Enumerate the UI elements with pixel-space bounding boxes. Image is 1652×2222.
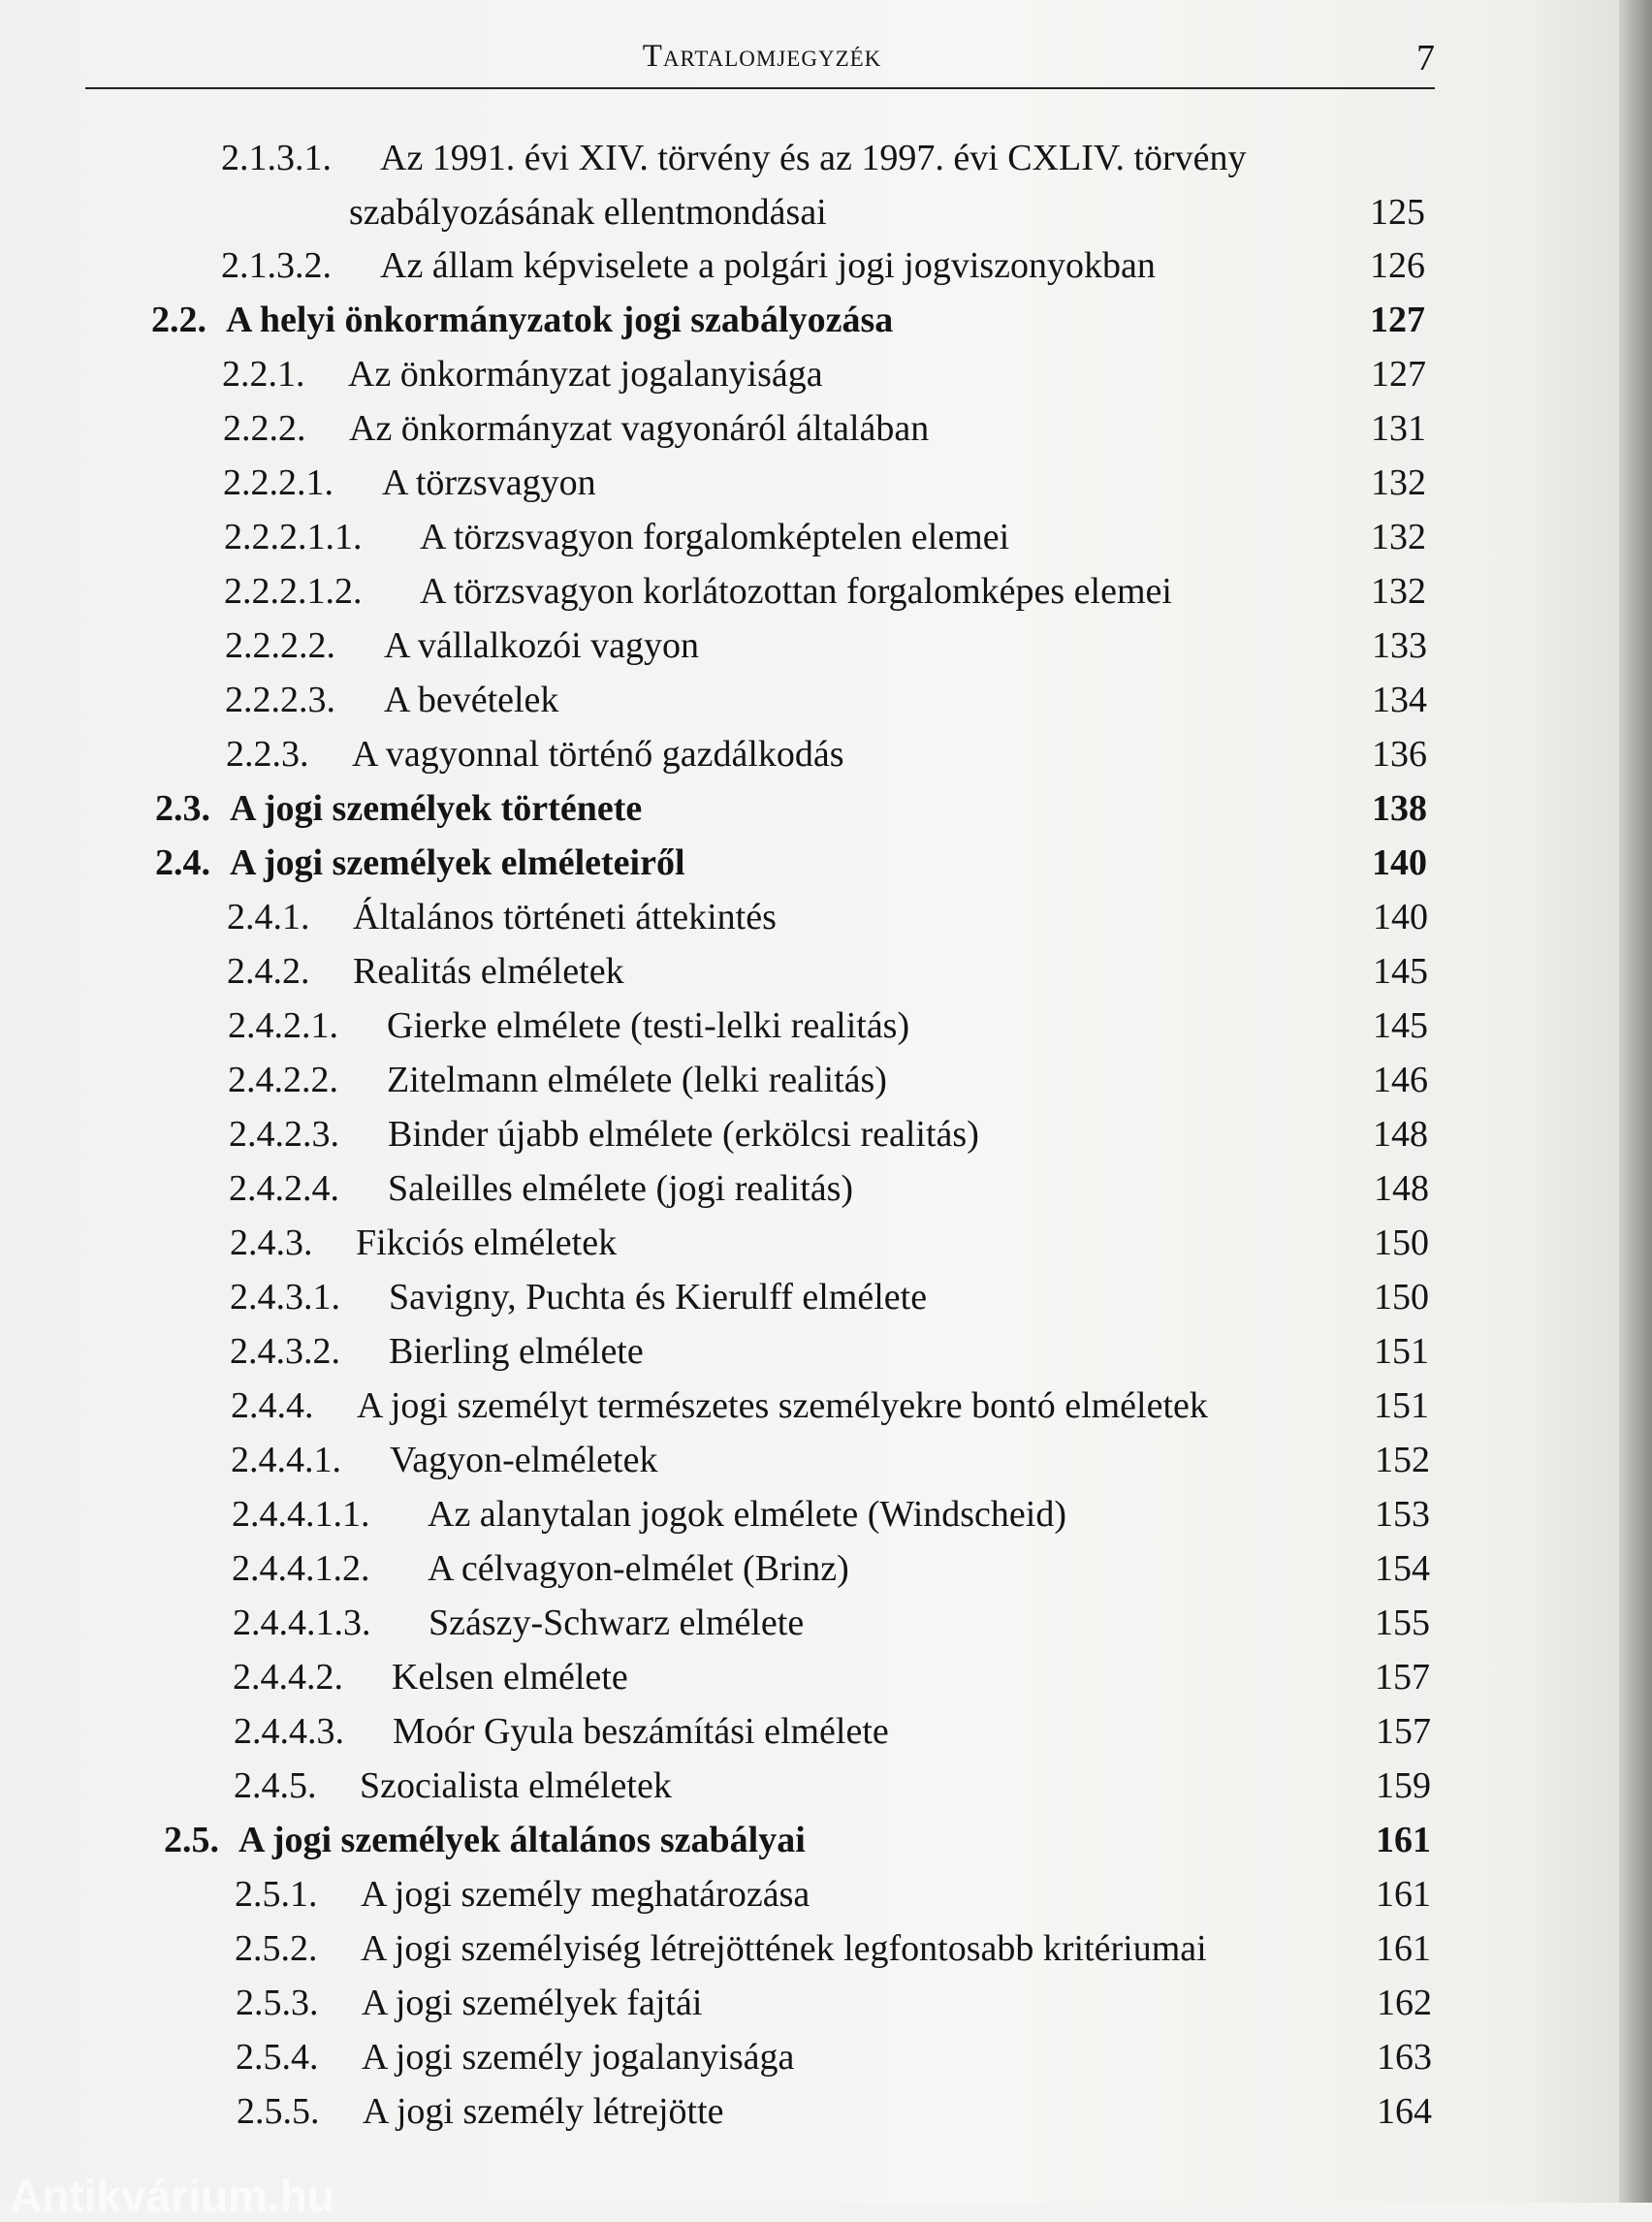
toc-entry-number: 2.2.2.1.2. [224,571,363,612]
toc-entry-page: 152 [1375,1440,1430,1480]
toc-entry-title: Szászy-Schwarz elmélete [429,1603,805,1643]
toc-entry [0,673,1652,727]
toc-entry-title: Az önkormányzat vagyonáról általában [349,408,930,449]
toc-entry-page: 153 [1375,1494,1430,1535]
toc-entry [0,238,1652,293]
toc-entry-number: 2.4.2.2. [228,1060,338,1100]
toc-entry-number: 2.4.4.1.3. [233,1603,371,1643]
toc-entry [0,347,1652,401]
toc-entry-number: 2.1.3.2. [221,245,332,286]
toc-entry-title: Zitelmann elmélete (lelki realitás) [387,1060,887,1100]
toc-entry-page: 132 [1371,571,1426,612]
toc-entry [0,1053,1652,1107]
toc-entry [0,619,1652,673]
toc-entry-title: Az 1991. évi XIV. törvény és az 1997. évi CXLIV. törvény [380,138,1247,178]
toc-entry [0,564,1652,619]
toc-entry-page: 145 [1373,951,1428,992]
toc-entry [0,1596,1652,1650]
toc-entry [0,1324,1652,1379]
toc-entry-number: 2.4.5. [234,1765,317,1806]
toc-entry-title: A helyi önkormányzatok jogi szabályozása [226,300,894,340]
toc-entry-title: Binder újabb elmélete (erkölcsi realitás) [388,1114,979,1155]
toc-entry-title: Az állam képviselete a polgári jogi jogviszonyokban [380,245,1156,286]
toc-entry [0,1107,1652,1161]
toc-entry-number: 2.2.1. [222,354,305,395]
toc-entry-title: A törzsvagyon [382,462,596,503]
toc-entry [0,510,1652,564]
watermark: Antikvárium.hu [10,2171,334,2221]
toc-entry-page: 151 [1374,1331,1429,1372]
toc-entry-number: 2.4.4.1.2. [232,1548,370,1589]
running-title: Tartalomjegyzék [642,39,882,74]
toc-entry-title: A jogi személyek fajtái [362,1983,703,2023]
toc-entry-page: 161 [1376,1928,1431,1969]
toc-entry-number: 2.4.4. [231,1385,314,1426]
toc-entry-page: 126 [1370,245,1425,286]
toc-entry-title: A jogi személy meghatározása [361,1874,810,1915]
toc-entry-title: A jogi személy jogalanyisága [362,2037,795,2078]
toc-entry-number: 2.4. [155,842,210,883]
toc-entry [0,1541,1652,1596]
toc-entry-title: A bevételek [384,680,559,720]
toc-entry-number: 2.2.3. [226,734,309,775]
toc-entry-number: 2.4.4.1. [231,1440,341,1480]
toc-entry [0,1921,1652,1976]
toc-entry [0,944,1652,999]
toc-entry [0,1161,1652,1216]
toc-entry-page: 159 [1376,1765,1431,1806]
toc-entry-page: 127 [1370,300,1425,340]
toc-entry-number: 2.4.2.3. [229,1114,339,1155]
toc-entry-title: Fikciós elméletek [356,1222,618,1263]
toc-entry-title: Saleilles elmélete (jogi realitás) [388,1168,854,1209]
toc-entry-number: 2.4.4.2. [233,1657,343,1698]
toc-entry-page: 154 [1375,1548,1430,1589]
toc-entry-number: 2.4.1. [227,897,310,937]
toc-entry-page: 148 [1374,1168,1429,1209]
toc-entry-number: 2.2.2.2. [225,625,335,666]
toc-entry [0,1379,1652,1433]
toc-entry-page: 161 [1376,1874,1431,1915]
toc-entry [0,401,1652,456]
toc-entry-page: 125 [1370,192,1425,233]
toc-entry-page: 145 [1373,1005,1428,1046]
toc-entry-page: 150 [1374,1277,1429,1317]
toc-entry-number: 2.5.2. [235,1928,318,1969]
toc-entry [0,1759,1652,1813]
toc-entry-title: Kelsen elmélete [392,1657,628,1698]
toc-entry-title: A célvagyon-elmélet (Brinz) [428,1548,849,1589]
toc-entry-number: 2.5.1. [235,1874,318,1915]
toc-entry-title: Bierling elmélete [389,1331,644,1372]
toc-entry-title: A jogi személyek története [230,788,643,829]
toc-entry [0,2030,1652,2084]
toc-entry-page: 131 [1371,408,1426,449]
toc-entry-page: 140 [1372,842,1427,883]
page-header [85,39,1435,89]
toc-entry-page: 136 [1372,734,1427,775]
toc-entry-page: 162 [1377,1983,1432,2023]
toc-entry [0,999,1652,1053]
toc-entry-number: 2.4.3. [230,1222,313,1263]
toc-entry-number: 2.2.2.1. [223,462,334,503]
toc-entry [0,1650,1652,1704]
toc-entry-page: 161 [1376,1820,1431,1860]
toc-entry [0,727,1652,781]
toc-entry-page: 150 [1374,1222,1429,1263]
toc-entry-title: Az alanytalan jogok elmélete (Windscheid) [428,1494,1066,1535]
toc-entry [0,890,1652,944]
toc-entry [0,781,1652,836]
toc-entry-page: 148 [1373,1114,1428,1155]
toc-entry-title: A jogi személyt természetes személyekre bontó elméletek [357,1385,1208,1426]
toc-entry-page: 134 [1372,680,1427,720]
toc-entry-page: 140 [1373,897,1428,937]
toc-entry-page: 164 [1377,2091,1432,2132]
toc-entry [0,1867,1652,1921]
toc-entry-page: 146 [1373,1060,1428,1100]
toc-entry-page: 157 [1376,1711,1431,1752]
toc-entry-title: Az önkormányzat jogalanyisága [348,354,823,395]
toc-entry-title: A jogi személyek általános szabályai [238,1820,806,1860]
toc-entry-page: 157 [1375,1657,1430,1698]
toc-entry-number: 2.4.3.2. [230,1331,340,1372]
toc-entry-number: 2.4.2.4. [229,1168,339,1209]
toc-entry [0,1433,1652,1487]
toc-entry-page: 133 [1372,625,1427,666]
toc-entry-title: A jogi személyek elméleteiről [230,842,685,883]
toc-entry-number: 2.4.2.1. [228,1005,338,1046]
toc-entry-page: 138 [1372,788,1427,829]
toc-entry [0,1270,1652,1324]
toc-entry-title: Vagyon-elméletek [390,1440,658,1480]
toc-entry-page: 163 [1377,2037,1432,2078]
toc-entry [0,1487,1652,1541]
toc-entry [0,293,1652,347]
toc-entry-number: 2.4.2. [227,951,310,992]
toc-entry [0,1704,1652,1759]
toc-entry-title: A vállalkozói vagyon [384,625,700,666]
toc-entry-title: Szocialista elméletek [360,1765,672,1806]
toc-entry-number: 2.4.3.1. [230,1277,340,1317]
toc-entry-title: Moór Gyula beszámítási elmélete [393,1711,889,1752]
toc-entry-title: Gierke elmélete (testi-lelki realitás) [387,1005,910,1046]
toc-entry-number: 2.4.4.3. [234,1711,344,1752]
toc-entry-number: 2.5. [164,1820,219,1860]
toc-entry [0,1976,1652,2030]
toc-entry [0,2084,1652,2139]
toc-entry-title: Általános történeti áttekintés [353,897,777,937]
toc-entry [0,836,1652,890]
toc-entry-title: A törzsvagyon korlátozottan forgalomképes elemei [420,571,1172,612]
toc-entry-number: 2.5.5. [237,2091,320,2132]
toc-entry [0,131,1652,233]
toc-entry-page: 151 [1374,1385,1429,1426]
toc-entry-number: 2.2.2.3. [225,680,335,720]
toc-entry-number: 2.4.4.1.1. [232,1494,370,1535]
toc-entry-number: 2.2.2. [223,408,306,449]
toc-entry-number: 2.5.3. [236,1983,319,2023]
toc-entry-title: A törzsvagyon forgalomképtelen elemei [420,517,1010,557]
toc-entry-title: A jogi személyiség létrejöttének legfontosabb kritériumai [361,1928,1207,1969]
toc-entry-number: 2.1.3.1. [221,138,332,178]
toc-entry-number: 2.2.2.1.1. [224,517,363,557]
toc-entry-number: 2.3. [155,788,210,829]
toc-entry-page: 127 [1371,354,1426,395]
header-page-number: 7 [1416,38,1435,79]
toc-entry [0,456,1652,510]
toc-entry-number: 2.2. [151,300,206,340]
toc-entry [0,1216,1652,1270]
toc-entry-title: Realitás elméletek [353,951,624,992]
toc-entry-title: A jogi személy létrejötte [363,2091,724,2132]
toc-entry [0,1813,1652,1867]
toc-entry-title: Savigny, Puchta és Kierulff elmélete [389,1277,928,1317]
toc-entry-page: 155 [1375,1603,1430,1643]
toc-entry-page: 132 [1371,462,1426,503]
toc-entry-title: A vagyonnal történő gazdálkodás [352,734,844,775]
toc-entry-number: 2.5.4. [236,2037,319,2078]
toc-entry-page: 132 [1371,517,1426,557]
toc-entry-title-continuation: szabályozásának ellentmondásai [349,192,827,233]
